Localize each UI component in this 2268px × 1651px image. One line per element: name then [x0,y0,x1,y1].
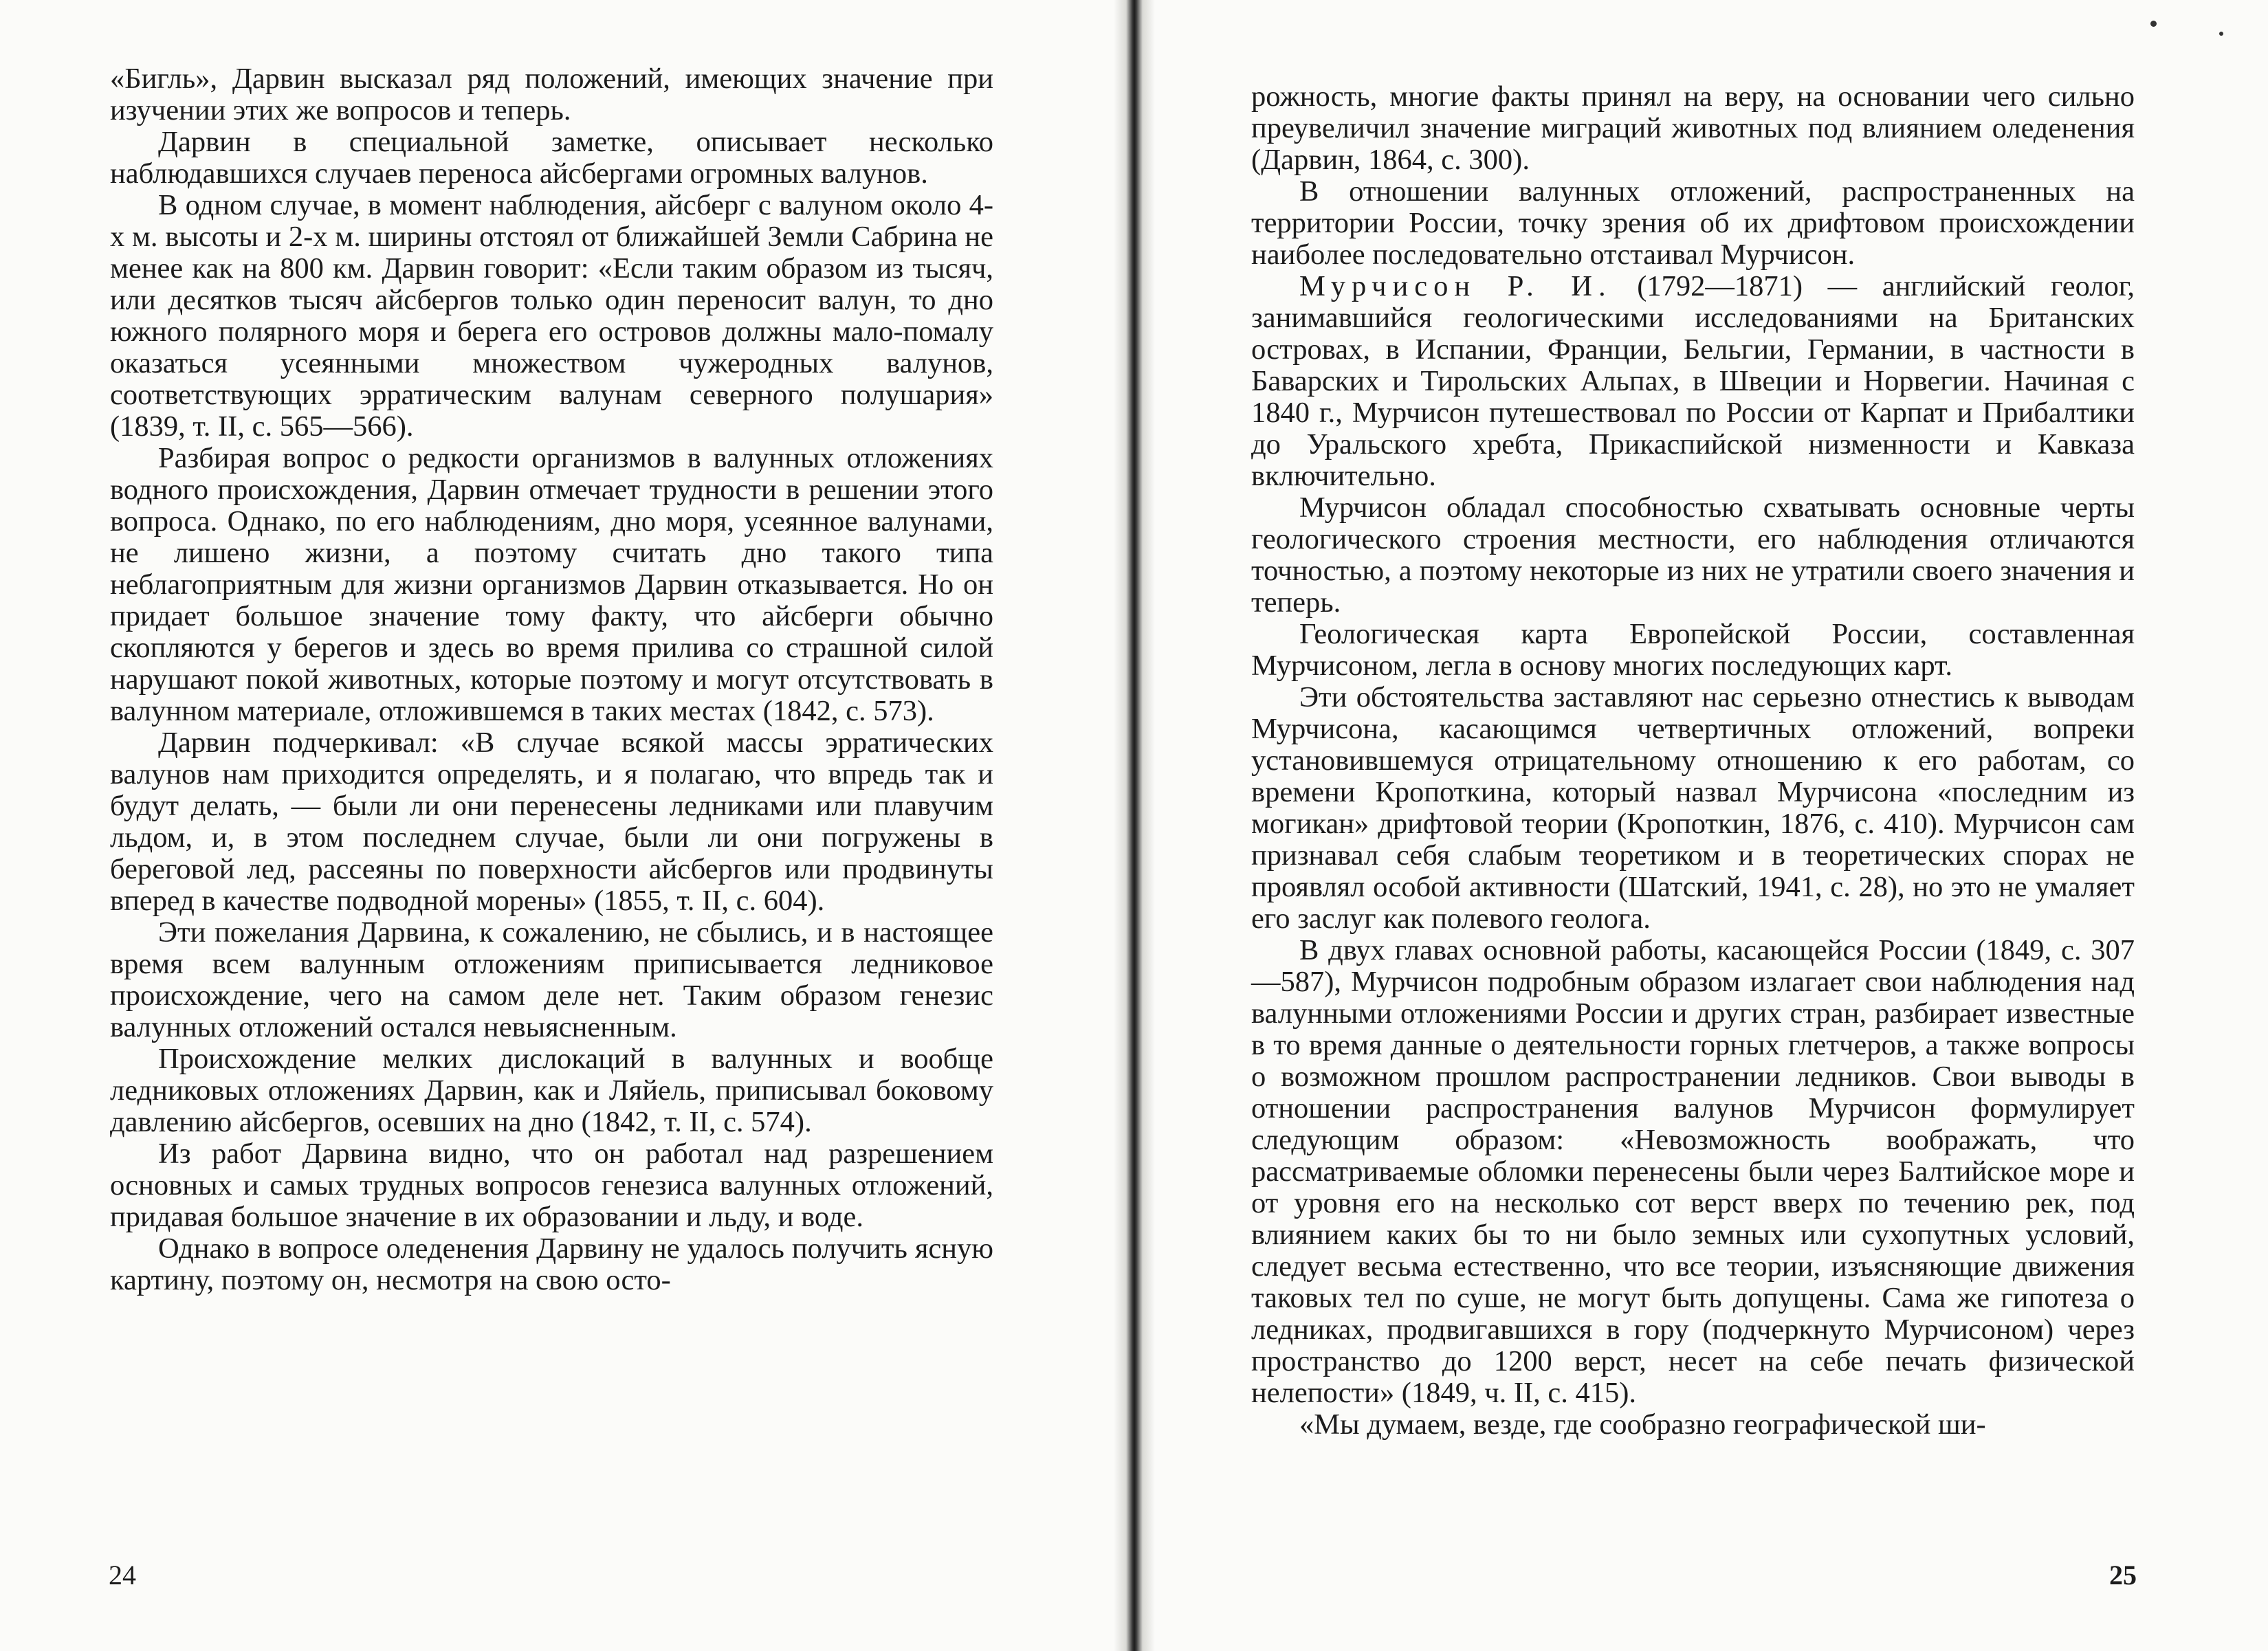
right-page [1155,0,2268,1651]
page-number: 25 [2109,1560,2137,1591]
paragraph-text: (1792—1871) — английский геолог, занимавшийся геологическими исследованиями на Британских островах, в Испании, Франции, Бельгии, Германии, в частности в Баварских и Тирольских Альпах, в Швеции и Норвегии. Начиная с 1840 г., Мурчисон путешествовал по России от Карпат и Прибалтики до Уральского хребта, Прикаспийской низменности и Кавказа включительно. [1251,270,2135,492]
paragraph: «Мы думаем, везде, где сообразно географической ши- [1299,1408,1986,1441]
paragraph: В отношении валунных отложений, распространенных на территории России, точку зрения об их дрифтовом происхождении наиболее последовательно отстаивал Мурчисон. [1251,175,2135,271]
scan-speck [2150,21,2157,27]
paragraph: «Бигль», Дарвин высказал ряд положений, имеющих значение при изучении этих же вопросов и теперь. [110,63,993,126]
paragraph: Геологическая карта Европейской России, составленная Мурчисоном, легла в основу многих последующих карт. [1251,618,2135,682]
spaced-name: Мурчисон Р. И. [1299,270,1612,302]
paragraph: Разбирая вопрос о редкости организмов в валунных отложениях водного происхождения, Дарвин отмечает трудности в решении этого вопроса. Однако, по его наблюдениям, дно моря, усеянное валунами, не лишено жизни, а поэтому считать дно такого типа неблагоприятным для жизни организмов Дарвин отказывается. Но он придает большое значение тому факту, что айсберги обычно скопляются у берегов и здесь во время прилива со страшной силой нарушают покой животных, которые поэтому и могут отсутствовать в валунном материале, отложившемся в таких местах (1842, с. 573). [110,442,993,727]
paragraph: Эти пожелания Дарвина, к сожалению, не сбылись, и в настоящее время всем валунным отложениям приписывается ледниковое происхождение, чего на самом деле нет. Таким образом генезис валунных отложений остался невыясненным. [110,916,993,1043]
paragraph: Эти обстоятельства заставляют нас серьезно отнестись к выводам Мурчисона, касающимся четвертичных отложений, вопреки установившемуся отрицательному отношению к его работам, со времени Кропоткина, который назвал Мурчисона «последним из могикан» дрифтовой теории (Кропоткин, 1876, с. 410). Мурчисон сам признавал себя слабым теоретиком и в теоретических спорах не проявлял особой активности (Шатский, 1941, с. 28), но это не умаляет его заслуг как полевого геолога. [1251,681,2135,935]
left-page-text [110,63,993,1296]
book-spine [1114,0,1155,1651]
paragraph: Происхождение мелких дислокаций в валунных и вообще ледниковых отложениях Дарвин, как и Ляйель, приписывал боковому давлению айсбергов, осевших на дно (1842, т. II, с. 574). [110,1043,993,1138]
paragraph: рожность, многие факты принял на веру, на основании чего сильно преувеличил значение миграций животных под влиянием оледенения (Дарвин, 1864, с. 300). [1251,80,2135,176]
paragraph [1251,271,2135,492]
paragraph: Дарвин подчеркивал: «В случае всякой массы эрратических валунов нам приходится определять, и я полагаю, что впредь так и будут делать, — были ли они перенесены ледниками или плавучим льдом, и, в этом последнем случае, были ли они погружены в береговой лед, рассеяны по поверхности айсбергов или продвинуты вперед в качестве подводной морены» (1855, т. II, с. 604). [110,727,993,917]
left-page [0,0,1114,1651]
scan-speck [2219,32,2223,36]
paragraph: В одном случае, в момент наблюдения, айсберг с валуном около 4-х м. высоты и 2-х м. ширины отстоял от ближайшей Земли Сабрина не менее как на 800 км. Дарвин говорит: «Если таким образом из тысяч, или десятков тысяч айсбергов только один переносит валун, то дно южного полярного моря и берега его островов должны мало-помалу оказаться усеянными множеством чужеродных валунов, соответствующих эрратическим валунам северного полушария» (1839, т. II, с. 565—566). [110,189,993,443]
paragraph: Из работ Дарвина видно, что он работал над разрешением основных и самых трудных вопросов генезиса валунных отложений, придавая большое значение в их образовании и льду, и воде. [110,1138,993,1233]
paragraph: Дарвин в специальной заметке, описывает несколько наблюдавшихся случаев переноса айсбергами огромных валунов. [110,126,993,190]
right-page-text [1251,81,2135,1441]
paragraph: Мурчисон обладал способностью схватывать основные черты геологического строения местности, его наблюдения отличаются точностью, а поэтому некоторые из них не утратили своего значения и теперь. [1251,491,2135,619]
paragraph: Однако в вопросе оледенения Дарвину не удалось получить ясную картину, поэтому он, несмотря на свою осто- [110,1232,993,1296]
paragraph: В двух главах основной работы, касающейся России (1849, с. 307—587), Мурчисон подробным образом излагает свои наблюдения над валунными отложениями России и других стран, разбирает известные в то время данные о деятельности горных глетчеров, а также вопросы о возможном прошлом распространении ледников. Свои выводы в отношении распространения валунов Мурчисон формулирует следующим образом: «Невозможность воображать, что рассматриваемые обломки перенесены были через Балтийское море и от уровня его на несколько сот верст вверх по течению рек, под влиянием каких бы то ни было земных или сухопутных условий, следует весьма естественно, что все теории, изъясняющие движения таковых тел по суше, не могут быть допущены. Сама же гипотеза о ледниках, продвигавшихся в гору (подчеркнуто Мурчисоном) через пространство до 1200 верст, несет на себе печать физической нелепости» (1849, ч. II, с. 415). [1251,934,2135,1409]
page-number: 24 [109,1560,136,1591]
